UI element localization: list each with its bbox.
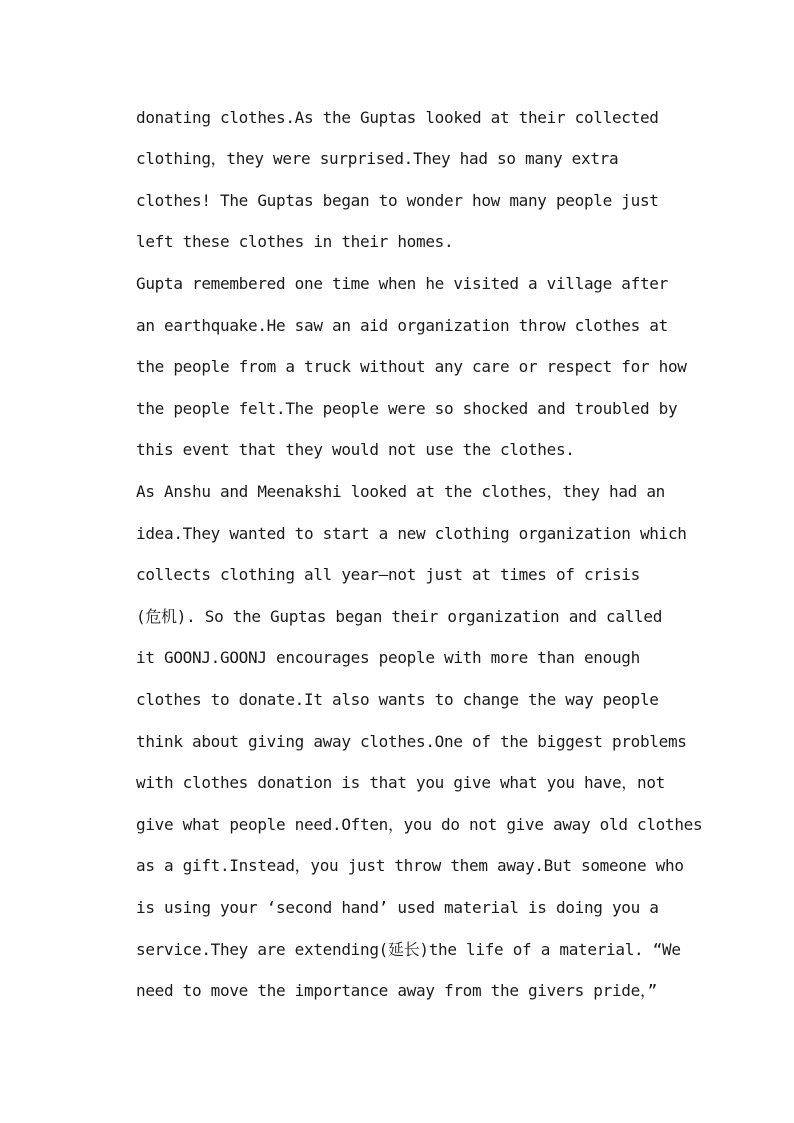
text-line-19: as a gift.Instead，you just throw them away.But someone who [136,856,684,875]
text-line-18: give what people need.Often，you do not give away old clothes [136,815,703,834]
text-line-4: left these clothes in their homes. [136,232,454,251]
text-line-3: clothes! The Guptas began to wonder how many people just [136,191,659,210]
text-line-17: with clothes donation is that you give what you have，not [136,773,666,792]
text-line-14: it GOONJ.GOONJ encourages people with more than enough [136,648,640,667]
text-line-6: an earthquake.He saw an aid organization throw clothes at [136,316,668,335]
text-line-8: the people felt.The people were so shocked and troubled by [136,399,678,418]
text-line-11: idea.They wanted to start a new clothing organization which [136,524,687,543]
text-line-1: donating clothes.As the Guptas looked at their collected [136,108,659,127]
text-line-7: the people from a truck without any care or respect for how [136,357,687,376]
text-line-12: collects clothing all year—not just at times of crisis [136,565,640,584]
text-line-22: need to move the importance away from the givers pride，” [136,981,658,1000]
text-line-21: service.They are extending(延长)the life of a material. “We [136,940,681,959]
text-line-9: this event that they would not use the clothes. [136,440,575,459]
text-line-20: is using your ‘second hand’ used material is doing you a [136,898,659,917]
text-line-5: Gupta remembered one time when he visited a village after [136,274,668,293]
text-line-13: (危机). So the Guptas began their organization and called [136,607,663,626]
text-line-15: clothes to donate.It also wants to change the way people [136,690,659,709]
text-line-10: As Anshu and Meenakshi looked at the clothes，they had an [136,482,666,501]
text-line-2: clothing，they were surprised.They had so many extra [136,149,619,168]
text-line-16: think about giving away clothes.One of the biggest problems [136,732,687,751]
